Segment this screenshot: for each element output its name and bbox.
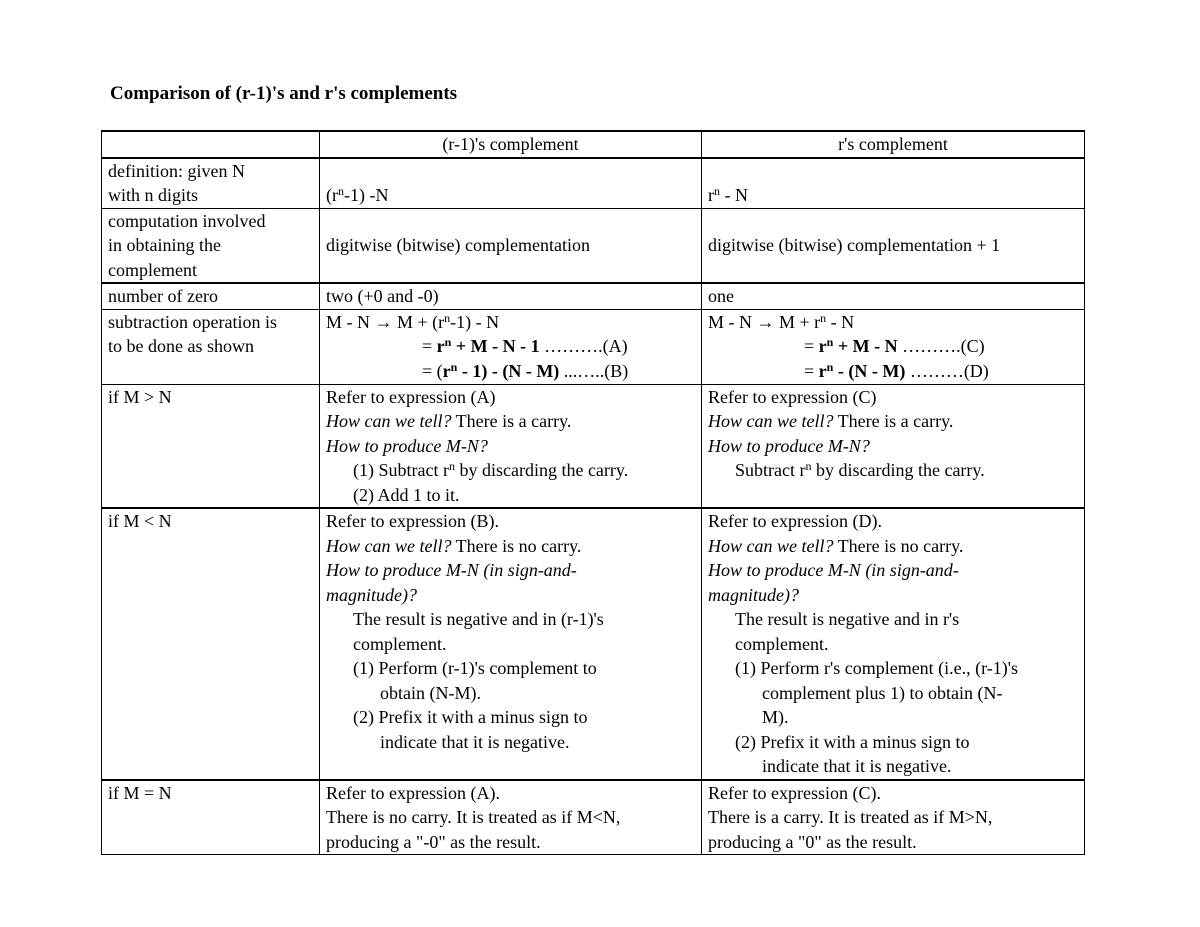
definition-label: definition: given N with n digits — [102, 158, 320, 209]
greater-r1: Refer to expression (A) How can we tell? There is a carry. How to produce M-N? (1) Subtract $r^n$ by discarding the carry. (2) Add 1 to it. — [320, 384, 702, 508]
zero-row — [102, 283, 1085, 309]
greater-label: if M > N — [102, 384, 320, 508]
equal-row — [102, 780, 1085, 855]
page-title: Comparison of (r-1)'s and r's complements — [110, 83, 458, 104]
comparison-table — [101, 130, 1085, 855]
less-r: Refer to expression (D). How can we tell? There is no carry. How to produce M-N (in sign-and- magnitude)? The result is negative and in r's complement. (1) Perform r's complement (i.e., (r-1)'s complement plus 1) to obtain (N- M). (2) Prefix it with a minus sign to indicate that it is negative. — [702, 508, 1085, 780]
equal-label: if M = N — [102, 780, 320, 855]
equal-r: Refer to expression (C). There is a carry. It is treated as if M>N, producing a "0" as the result. — [702, 780, 1085, 855]
greater-row — [102, 384, 1085, 508]
definition-row — [102, 158, 1085, 209]
computation-row — [102, 208, 1085, 283]
header-r1-complement: (r-1)'s complement — [320, 131, 702, 158]
subtraction-row — [102, 309, 1085, 384]
less-r1: Refer to expression (B). How can we tell? There is no carry. How to produce M-N (in sign-and- magnitude)? The result is negative and in (r-1)'s complement. (1) Perform (r-1)'s complement to obtain (N-M). (2) Prefix it with a minus sign to indicate that it is negative. — [320, 508, 702, 780]
header-r-complement: r's complement — [702, 131, 1085, 158]
less-row — [102, 508, 1085, 780]
computation-r1: digitwise (bitwise) complementation — [320, 208, 702, 283]
subtraction-r: $M - N \to M + r^n - N$ = $r^n + M - N$ ……….(C) = $r^n - (N - M)$ ………(D) — [702, 309, 1085, 384]
zero-r1: two (+0 and -0) — [320, 283, 702, 309]
subtraction-label: subtraction operation is to be done as shown — [102, 309, 320, 384]
header-row — [102, 131, 1085, 158]
equal-r1: Refer to expression (A). There is no carry. It is treated as if M<N, producing a "-0" as the result. — [320, 780, 702, 855]
computation-r: digitwise (bitwise) complementation + 1 — [702, 208, 1085, 283]
greater-r: Refer to expression (C) How can we tell? There is a carry. How to produce M-N? Subtract $r^n$ by discarding the carry. — [702, 384, 1085, 508]
zero-label: number of zero — [102, 283, 320, 309]
less-label: if M < N — [102, 508, 320, 780]
definition-r-formula: $r^n$ - N — [702, 158, 1085, 209]
subtraction-r1: $M - N \to M + (r^n-1) - N$ = $r^n + M - N - 1$ ……….(A) = $(r^n - 1) - (N - M)$ ...…..(B) — [320, 309, 702, 384]
computation-label: computation involved in obtaining the complement — [102, 208, 320, 283]
definition-r1-formula: $(r^n-1)$ -N — [320, 158, 702, 209]
header-empty-cell — [102, 131, 320, 158]
zero-r: one — [702, 283, 1085, 309]
